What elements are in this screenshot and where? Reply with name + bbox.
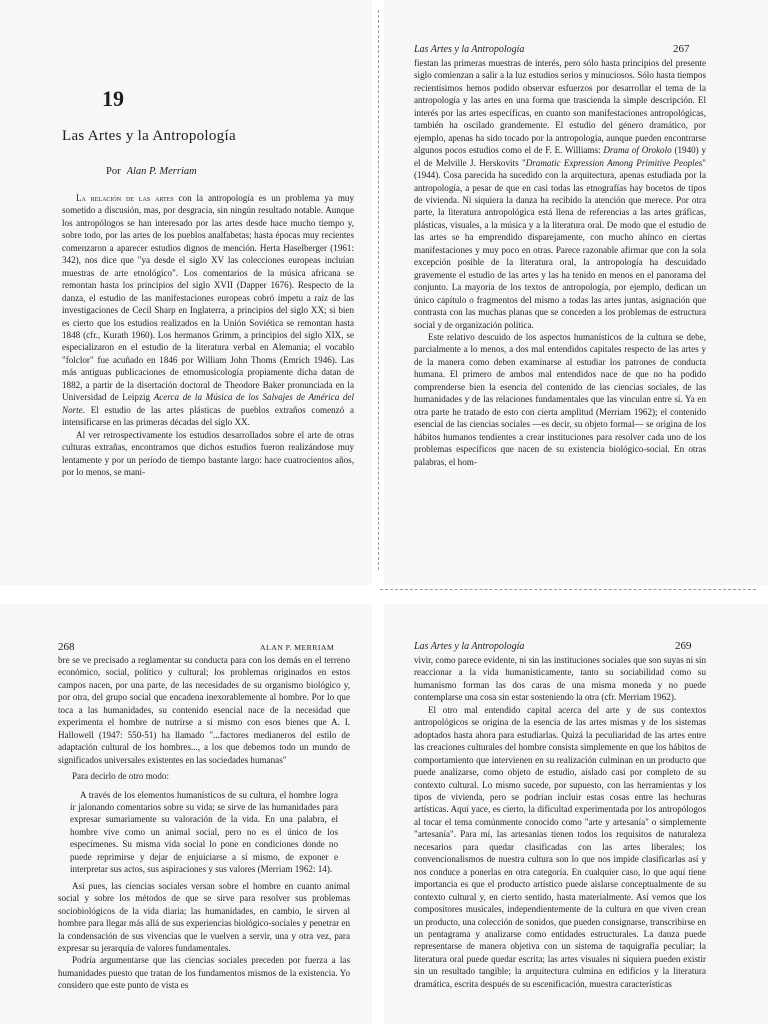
body-text-page-267 xyxy=(414,57,706,468)
running-head: Las Artes y la Antropología xyxy=(414,44,525,55)
paragraph: El otro mal entendido capital acerca del arte y de sus contextos antropológicos se origina de la esencia de las artes mismas y de los sistemas adoptados hasta ahora para estudiarlas. Quizá la peculiaridad de las artes entre las creaciones culturales del hombre consista simplemente en que los hábitos de comportamiento que intervienen en su realización culminan en un producto que puede analizarse, como objeto de estudio, aislado casi por completo de su contexto cultural. Lo mismo sucede, por supuesto, con las herramientas y los tipos de vivienda, pero se podrían incluir estas cosas entre las hechuras artísticas. Aquí yace, es cierto, la dificultad experimentada por los antropólogos al tocar el tema comúnmente conocido como "arte y artesanía" o simplemente "artesanía". Para mí, las artesanías tienen todos los requisitos de naturaleza necesarios para quedar clasificadas con las artes liberales; los convencionalismos de nuestra cultura son lo que nos impide clasificarlas así y nos conduce a ponerlas en otra categoría. En cualquier caso, lo que aquí tiene importancia es que el producto artístico puede aislarse conceptualmente de su contexto cultural y, en cierto sentido, hasta materialmente. Así vemos que los compositores musicales, independientemente de la cultura en que viven crean un producto, una colección de sonidos, que pueden consignarse, transcribirse en un pentagrama y analizarse como entidades estructurales. La danza puede representarse de manera objetiva con un sistema de taquigrafía peculiar; la literatura oral puede quedar escrita; las artes visuales ni siquiera pueden existir sin un resultado tangible; la arquitectura culmina en edificios y la literatura dramática, escrita después de su escenificación, muestra características xyxy=(414,704,706,989)
body-text-page-268 xyxy=(58,654,350,992)
lead-in: La relación de las artes xyxy=(76,193,174,203)
block-quote: A través de los elementos humanísticos de su cultura, el hombre logra ir jalonando comentarios sobre su vida; se sirve de las humanidades para expresar sumariamente su valoración de la vida. En una palabra, el hombre vive como un animal social, pero no es el único de los especímenes. Su misma vida social lo pone en condiciones donde no puede reprimirse y dejar de enjuiciarse a sí mismo, de exponer e interpretar sus actos, sus aspiraciones y sus valores (Merriam 1962: 14). xyxy=(70,789,338,875)
paragraph: Así pues, las ciencias sociales versan sobre el hombre en cuanto animal social y sobre los métodos de que se sirve para resolver sus problemas sociobiológicos de la vida diaria; las humanidades, en cambio, le sirven al hombre para llegar más allá de sus experiencias biológico-sociales y penetrar en la condensación de sus vivencias que le vuelven a servir, una y otra vez, para expresar su jerarquía de valores fundamentales. xyxy=(58,880,350,953)
page-number: 267 xyxy=(673,43,690,55)
paragraph: Podría argumentarse que las ciencias sociales preceden por fuerza a las humanidades puesto que tratan de los fundamentos mismos de la existencia. Yo considero que este punto de vista es xyxy=(58,955,350,991)
paragraph: bre se ve precisado a reglamentar su conducta para con los demás en el terreno económico, social, político y cultural; los problemas originados en estos campos nacen, por una parte, de las necesidades de su organismo biológico y, por otra, del grupo social que encadena inexorablemente al hombre. Por lo que toca a las humanidades, su contenido esencial nace de la necesidad que experimenta el hombre de nutrirse a sí mismo con esos bienes que A. I. Hallowell (1947: 550-51) ha llamado "...factores medianeros del estilo de adaptación cultural de los hombres..., a los que debemos todo un mundo de significados universales existentes en las sociedades humanas" xyxy=(58,655,350,765)
byline-prefix: Por xyxy=(106,166,121,177)
page-number: 268 xyxy=(58,641,75,653)
body-text-page-265 xyxy=(62,192,354,478)
horizontal-gutter xyxy=(0,585,768,604)
paragraph: Para decirlo de otro modo: xyxy=(72,771,169,782)
paragraph: Este relativo descuido de los aspectos humanísticos de la cultura se debe, parcialmente a lo menos, a dos mal entendidos capitales respecto de las artes y de la manera como deben examinarse al estudiar los patrones de conducta humana. El primero de ambos mal entendidos nace de que no ha podido comprenderse bien la esencia del contenido de las ciencias sociales, de las humanidades y de las relaciones fundamentales que las vinculan entre sí. Ya en otra parte he tratado de esto con cierta amplitud (Merriam 1962); el contenido esencial de las ciencias sociales —es decir, su objeto formal— se origina de los hábitos humanos tendientes a crear instituciones para resolver cada uno de los problemas específicos que nacen de su existencia biológico-social. En otras palabras, el hom- xyxy=(414,331,706,467)
page-fold-vertical xyxy=(378,10,379,570)
running-head: Las Artes y la Antropología xyxy=(414,641,525,652)
paragraph: La relación de las artes con la antropología es un problema ya muy sometido a discusión, mas, por desgracia, sin ningún resultado notable. Aunque los antropólogos se han interesado por las artes desde hace mucho tiempo y, sobre todo, por las artes de los pueblos analfabetas; hasta épocas muy recientes comenzaron a aparecer estudios dignos de mención. Herta Haselberger (1961: 342), nos dice que "ya desde el siglo XV las colecciones europeas incluían muestras de arte etnológico". Los comentarios de la música africana se remontan hasta los principios del siglo XVII (Dapper 1676). Respecto de la danza, el estudio de las manifestaciones europeas cobró ímpetu a raíz de las investigaciones de Cecil Sharp en Inglaterra, a principios del siglo XX; si bien es cierto que los estudios realizados en la Unión Soviética se remontan hasta 1848 (cfr., Kurath 1960). Los hermanos Grimm, a principios del siglo XIX, se especializaron en el estudio de la literatura verbal en Alemania; el vocablo "folclor" fue acuñado en 1846 por William John Thoms (Emrich 1946). Las más antiguas publicaciones de etnomusicología propiamente dicha datan de 1882, a partir de la disertación doctoral de Theodore Baker pronunciada en la Universidad de Leipzig Acerca de la Música de los Salvajes de América del Norte. El estudio de las artes plásticas de pueblos extraños comenzó a intensificarse en las primeras décadas del siglo XX. xyxy=(62,193,354,428)
page-fold-horizontal xyxy=(380,589,756,590)
paragraph: vivir, como parece evidente, ni sin las instituciones sociales que son suyas ni sin reaccionar a la vida humanísticamente, tanto su sociabilidad como su humanismo forman las dos caras de una misma moneda y no puede contemplarse una cosa sin estar sosteniendo la otra (cfr. Merriam 1962). xyxy=(414,655,706,703)
paragraph: fiestan las primeras muestras de interés, pero sólo hasta principios del presente siglo comienzan a salir a la luz estudios serios y minuciosos. Sólo hasta tiempos recientísimos hemos podido observar esfuerzos por desarrollar el tema de la antropología y las artes en una forma que trascienda la simple descripción. El interés por las artes específicas, en cuanto son manifestaciones antropológicas, también ha oscilado grandemente. El estudio del género dramático, por ejemplo, apenas ha sido tocado por la antropología, aunque pueden encontrarse algunos pocos estudios como el de F. E. Williams: Drama of Orokolo (1940) y el de Melville J. Herskovits "Dramatic Expression Among Primitive Peoples" (1944). Cosa parecida ha sucedido con la arquitectura, apenas estudiada por la antropología, a pesar de que en casi todas las etnografías hay bocetos de tipos de vivienda. Ni siquiera la danza ha recibido la atención que merece. Por otra parte, la literatura antropológica está llena de referencias a las artes gráficas, plásticas, visuales, a la música y a la literatura oral. De modo que el estudio de las artes se ha emprendido disparejamente, con mucho ahínco en ciertas manifestaciones y muy poco en otras. Parece razonable afirmar que con la sola excepción posible de la literatura oral, la antropología ha descuidado gravemente el estudio de las artes y las ha tenido en menos en el panorama del conjunto. La mayoría de los textos de antropología, por ejemplo, dedican un único capítulo o fragmentos del mismo a todas las artes juntas, asignación que contrasta con las muchas planas que se conceden a los problemas de estructura social y de organización política. xyxy=(414,58,707,330)
author-name: Alan P. Merriam xyxy=(126,166,197,177)
page-number: 269 xyxy=(675,640,692,652)
chapter-number: 19 xyxy=(102,86,124,111)
body-text-page-269 xyxy=(414,654,706,990)
running-head: ALAN P. MERRIAM xyxy=(260,643,335,652)
paragraph: Al ver retrospectivamente los estudios desarrollados sobre el arte de otras culturas extrañas, encontramos que dichos estudios fueron realizándose muy lentamente y por un período de tiempo bastante largo: hace cuatrocientos años, por lo menos, se mani- xyxy=(62,429,354,477)
chapter-title: Las Artes y la Antropología xyxy=(62,128,236,144)
byline xyxy=(106,166,197,177)
